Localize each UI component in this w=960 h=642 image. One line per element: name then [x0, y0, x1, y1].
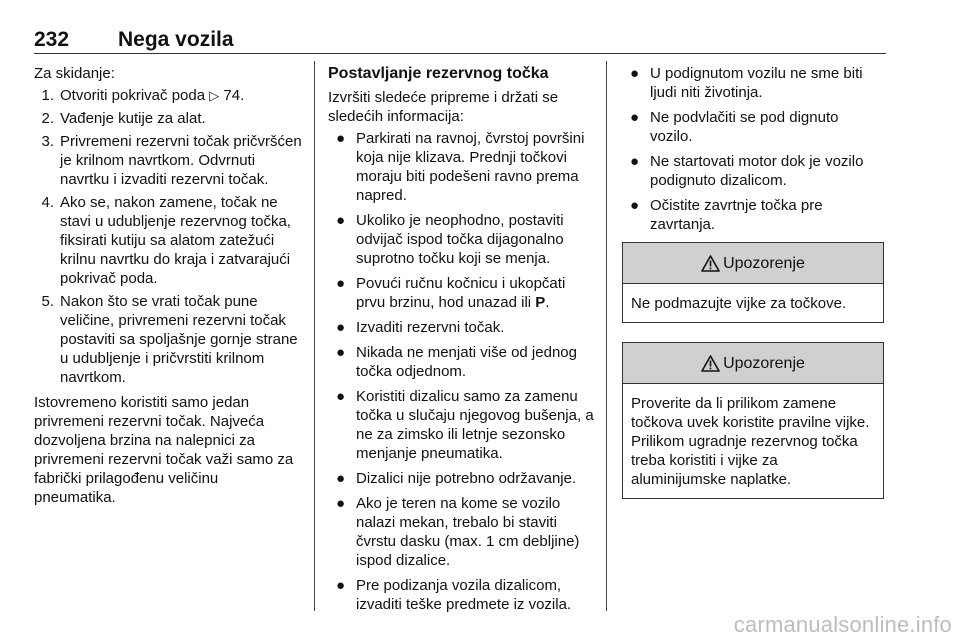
warning-header — [623, 343, 883, 384]
step-item — [34, 109, 302, 128]
section-intro: Izvršiti sledeće pripreme i držati se sledećih informacija: — [328, 89, 559, 125]
bullet-icon: ● — [336, 275, 346, 292]
step-number: 1. — [41, 87, 54, 104]
step-text: Vađenje kutije za alat. — [60, 110, 206, 127]
list-item — [328, 129, 594, 205]
list-item-text: Ne startovati motor dok je vozilo podignuto dizalicom. — [650, 153, 864, 189]
page-number: 232 — [34, 28, 70, 51]
list-item — [622, 108, 884, 146]
bullet-icon: ● — [630, 65, 640, 82]
header-divider — [34, 53, 886, 54]
step-number: 4. — [41, 194, 54, 211]
list-item — [328, 387, 594, 463]
list-item — [328, 274, 594, 312]
bullet-icon: ● — [336, 344, 346, 361]
step-text: Nakon što se vrati točak pune veličine, privremeni rezervni točak postaviti sa spoljašnje gornje strane u udubljenje i pričvrstiti krilnom navrtkom. — [60, 293, 298, 386]
list-item — [622, 196, 884, 234]
warning-text: Ne podmazujte vijke za točkove. — [631, 295, 847, 312]
warning-title: Upozorenje — [723, 254, 805, 272]
list-item-text: U podignutom vozilu ne sme biti ljudi niti životinja. — [650, 65, 863, 101]
step-text — [60, 86, 302, 105]
list-item-text: Izvaditi rezervni točak. — [356, 319, 505, 336]
list-item — [328, 576, 594, 614]
list-item-text: Koristiti dizalicu samo za zamenu točka u slučaju njegovog bušenja, a ne za zimsko ili letnje sezonsko menjanje pneumatika. — [356, 388, 594, 462]
warning-text: Proverite da li prilikom zamene točkova uvek koristite pravilne vijke. Prilikom ugradnje rezervnog točka treba koristiti i vijke za aluminijumske naplatke. — [631, 395, 870, 488]
warning-title: Upozorenje — [723, 354, 805, 372]
warning-triangle-icon — [701, 255, 720, 272]
bullet-icon: ● — [336, 577, 346, 594]
column-divider-1 — [314, 61, 315, 611]
column-right — [622, 64, 884, 499]
list-item-text: Očistite zavrtnje točka pre zavrtanja. — [650, 197, 823, 233]
list-item-text — [356, 274, 594, 312]
list-item-text: Ne podvlačiti se pod dignuto vozilo. — [650, 109, 839, 145]
step-number: 3. — [41, 133, 54, 150]
step-number: 5. — [41, 293, 54, 310]
step-text: Privremeni rezervni točak pričvršćen je krilnom navrtkom. Odvrnuti navrtku i izvaditi rezervni točak. — [60, 133, 302, 188]
step-text: Ako se, nakon zamene, točak ne stavi u udubljenje rezervnog točka, fiksirati kutiju sa alatom zatežući krilnu navrtku do kraja i zatvarajući pokrivač poda. — [60, 194, 291, 287]
bullet-icon: ● — [336, 470, 346, 487]
warning-triangle-icon — [701, 355, 720, 372]
bullet-icon: ● — [630, 109, 640, 126]
removal-intro: Za skidanje: — [34, 65, 115, 82]
list-item — [622, 152, 884, 190]
list-item-suffix: . — [545, 294, 550, 311]
list-item-text: Pre podizanja vozila dizalicom, izvaditi teške predmete iz vozila. — [356, 577, 572, 613]
removal-steps — [34, 86, 302, 387]
column-middle — [328, 64, 594, 620]
list-item-text: Dizalici nije potrebno održavanje. — [356, 470, 577, 487]
list-item — [328, 494, 594, 570]
warning-header — [623, 243, 883, 284]
safety-list — [622, 64, 884, 234]
column-left — [34, 64, 302, 507]
spare-wheel-note: Istovremeno koristiti samo jedan privremeni rezervni točak. Najveća dozvoljena brzina na nalepnici za privremeni rezervni točak važi samo za fabrički prilagođenu veličinu pneumatika. — [34, 394, 294, 506]
list-item-text: Ako je teren na kome se vozilo nalazi mekan, trebalo bi staviti čvrstu dasku (max. 1 cm debljine) ispod dizalice. — [356, 495, 580, 569]
warning-box — [622, 342, 884, 499]
watermark: carmanualsonline.info — [733, 612, 952, 637]
bullet-icon: ● — [336, 495, 346, 512]
list-item — [622, 64, 884, 102]
bullet-icon: ● — [630, 153, 640, 170]
arrow-ref-icon: ▷ — [209, 88, 220, 103]
warning-box — [622, 242, 884, 323]
bullet-icon: ● — [630, 197, 640, 214]
list-item — [328, 318, 594, 337]
preparation-list — [328, 129, 594, 614]
list-item — [328, 343, 594, 381]
bullet-icon: ● — [336, 388, 346, 405]
step-number: 2. — [41, 110, 54, 127]
list-item-text: Nikada ne menjati više od jednog točka odjednom. — [356, 344, 577, 380]
list-item-text-body: Povući ručnu kočnicu i ukopčati prvu brzinu, hod unazad ili — [356, 275, 566, 311]
page-header — [34, 28, 886, 52]
list-item-text: Parkirati na ravnoj, čvrstoj površini koja nije klizava. Prednji točkovi moraju biti podešeni ravno prema napred. — [356, 130, 585, 204]
section-title: Postavljanje rezervnog točka — [328, 65, 549, 82]
step-item — [34, 86, 302, 105]
bullet-icon: ● — [336, 319, 346, 336]
bullet-icon: ● — [336, 212, 346, 229]
list-item — [328, 469, 594, 488]
step-text-body: Otvoriti pokrivač poda — [60, 87, 206, 104]
bullet-icon: ● — [336, 130, 346, 147]
step-item — [34, 132, 302, 189]
gear-p-label: P — [535, 294, 546, 311]
list-item-text: Ukoliko je neophodno, postaviti odvijač ispod točka dijagonalno suprotno točku koji se menja. — [356, 212, 564, 267]
page-reference-link[interactable]: 74. — [223, 87, 245, 104]
chapter-title: Nega vozila — [118, 28, 234, 51]
step-item — [34, 193, 302, 288]
list-item — [328, 211, 594, 268]
step-item — [34, 292, 302, 387]
column-divider-2 — [606, 61, 607, 611]
